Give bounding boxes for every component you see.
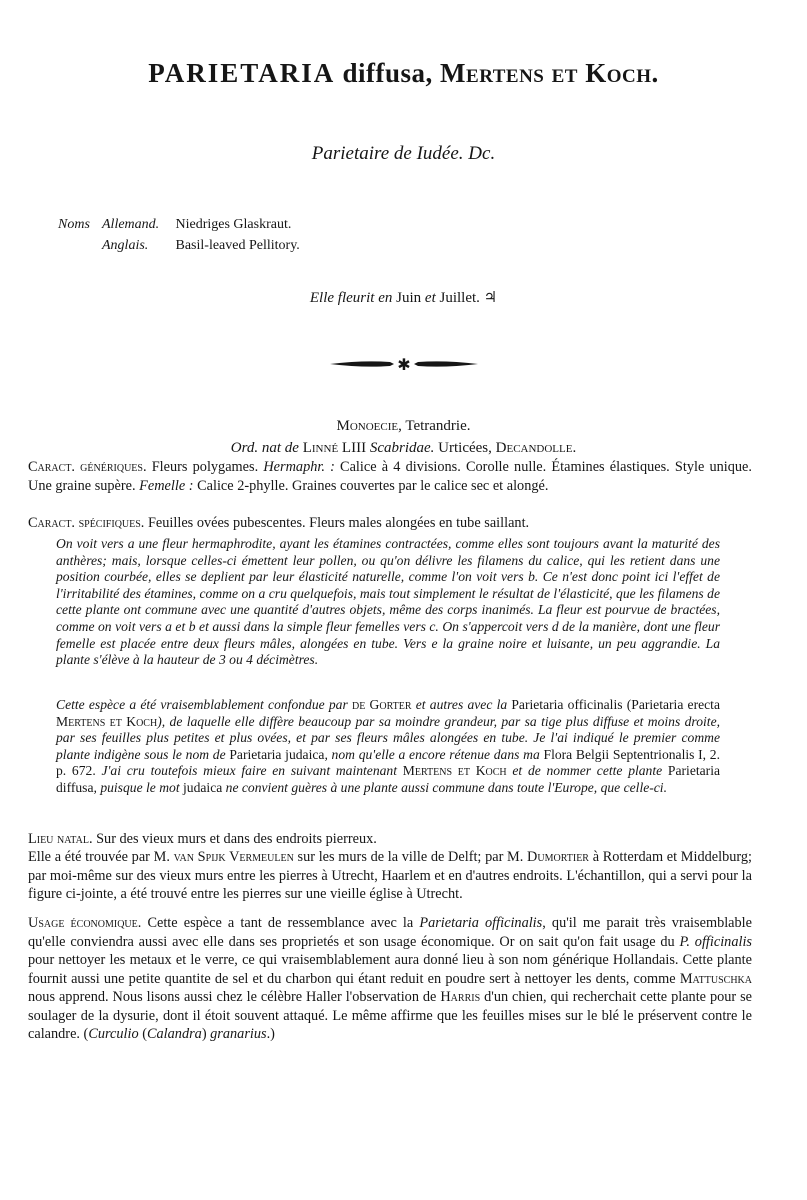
classification-line <box>0 418 807 435</box>
specific-characters: Caract. spécifiques. Feuilles ovées pubescentes. Fleurs males alongées en tube saillant. <box>28 515 530 531</box>
english-name-row <box>58 235 300 256</box>
vernacular-names <box>58 214 300 256</box>
title-species: diffusa, <box>342 58 433 88</box>
title-genus: PARIETARIA <box>148 58 336 88</box>
english-name: Basil-leaved Pellitory. <box>175 238 300 253</box>
perennial-symbol: ♃ <box>483 290 498 306</box>
ord-linne: Linné <box>302 440 339 456</box>
ord-decandolle: Decandolle. <box>495 440 577 456</box>
native-habitat: Lieu natal. Sur des vieux murs et dans des endroits pierreux. <box>28 831 377 847</box>
flowering-juillet: Juillet. <box>439 290 480 306</box>
english-label: Anglais. <box>102 238 149 253</box>
title-authors: Mertens et Koch. <box>440 58 659 88</box>
ord-linne-num: LIII <box>341 440 367 456</box>
natural-order-line <box>0 440 807 457</box>
generic-label: Caract. génériques. <box>28 459 147 475</box>
french-name: Parietaire de Iudée. Dc. <box>311 143 496 164</box>
economic-use-paragraph: Usage économique. Cette espèce a tant de ressemblance avec la Parietaria officinalis, qu'il me parait très vraisemblable qu'elle conviendra aussi avec elle dans ses proprietés et son usage économique. Or on sait qu'on fait usage du P. officinalis pour nettoyer les metaux et le verre, ce qui vraisemblablement aura donné lieu à son nom générique Hollandais. Cette plante fournit aussi une petite quantite de sel et du charbon qui étant reduit en poudre sert à nettoyer les dents, comme Mattuschka nous apprend. Nous lisons aussi chez le célèbre Haller l'observation de Harris d'un chien, qui recherchait cette plante pour se soulager de la dysurie, dont il étoit souvent attaqué. Le même affirme que les feuilles mises sur le blé le préservent contre le calandre. (Curculio (Calandra) granarius.) <box>28 915 753 1042</box>
page-title <box>0 58 807 89</box>
german-name: Niedriges Glaskraut. <box>175 217 292 232</box>
flowering-en: en <box>378 290 393 306</box>
localities-paragraph: Elle a été trouvée par M. van Spijk Vermeulen sur les murs de la ville de Delft; par M. Dumortier à Rotterdam et Middelburg; par moi-même sur des vieux murs entre les pierres à Utrecht, Haarlem et en d'autres endroits. L'échantillon, qui a servi pour la figure ci-jointe, a été trouvé entre les pierres sur une vieille église à Utrecht. <box>28 849 752 902</box>
flowering-et: et <box>424 290 436 306</box>
ornamental-divider <box>328 352 480 376</box>
flowering-time <box>0 288 807 307</box>
ord-urticees: Urticées, <box>438 440 492 456</box>
note-flower-structure: On voit vers a une fleur hermaphrodite, ayant les étamines contractées, comme elles sont toujours avant la maturité des anthères; mais, lorsque celles-ci émettent leur pollen, ou qu'on délivre les filamens du calice, qui les retient dans une position courbée, elles se deplient par leur élasticité naturelle, comme l'on voit vers b. Ce n'est donc point ici l'effet de l'irritabilité des étamines, comme on a cru quelquefois, mais tout simplement le résultat de l'élasticité, que les filamens de cette plante ont commune avec une quantité d'autres objets, même des corps inanimés. La fleur est pourvue de bractées, comme on voit vers a et b et aussi dans la simple fleur femelles vers c. On s'appercoit vers d de la manière, dont une fleur femelle est placée entre deux fleurs mâles, alongées en tube. Vers e la graine noire et luisante, un peu aggrandie. La plante s'élève à la hauteur de 3 ou 4 décimètres. <box>56 536 720 668</box>
ord-nat: Ord. nat de <box>230 440 299 456</box>
usage-label: Usage économique. <box>28 915 142 931</box>
ord-scabridae: Scabridae. <box>369 440 435 456</box>
svg-text:✱: ✱ <box>397 355 411 374</box>
flowering-juin: Juin <box>396 290 422 306</box>
class-monoecie: Monoecie <box>336 418 399 434</box>
habitat-label: Lieu natal. <box>28 831 93 847</box>
german-label: Allemand. <box>102 217 160 232</box>
german-name-row <box>58 214 300 235</box>
class-tetrandrie: , Tetrandrie. <box>398 418 471 434</box>
note-synonymy: Cette espèce a été vraisemblablement confondue par de Gorter et autres avec la Parietaria officinalis (Parietaria erecta Mertens et Koch), de laquelle elle diffère beaucoup par sa moindre grandeur, par sa tige plus diffuse et moins droite, par ses feuilles plus petites et plus ovées, et par ses fleurs mâles alongées en tube. Je l'ai indiqué le premier comme plante indigène sous le nom de Parietaria judaica, nom qu'elle a encore rétenue dans ma Flora Belgii Septentrionalis I, 2. p. 672. J'ai cru toutefois mieux faire en suivant maintenant Mertens et Koch et de nommer cette plante Parietaria diffusa, puisque le mot judaica ne convient guères à une plante aussi commune dans toute l'Europe, que celle-ci. <box>56 697 721 795</box>
noms-label: Noms <box>58 217 90 232</box>
specific-label: Caract. spécifiques. <box>28 515 145 531</box>
generic-characters: Caract. génériques. Fleurs polygames. Hermaphr. : Calice à 4 divisions. Corolle nulle. Étamines élastiques. Style unique. Une graine supère. Femelle : Calice 2-phylle. Graines couvertes par le calice sec et alongé. <box>28 459 752 494</box>
flowering-lead: Elle fleurit <box>309 290 375 306</box>
